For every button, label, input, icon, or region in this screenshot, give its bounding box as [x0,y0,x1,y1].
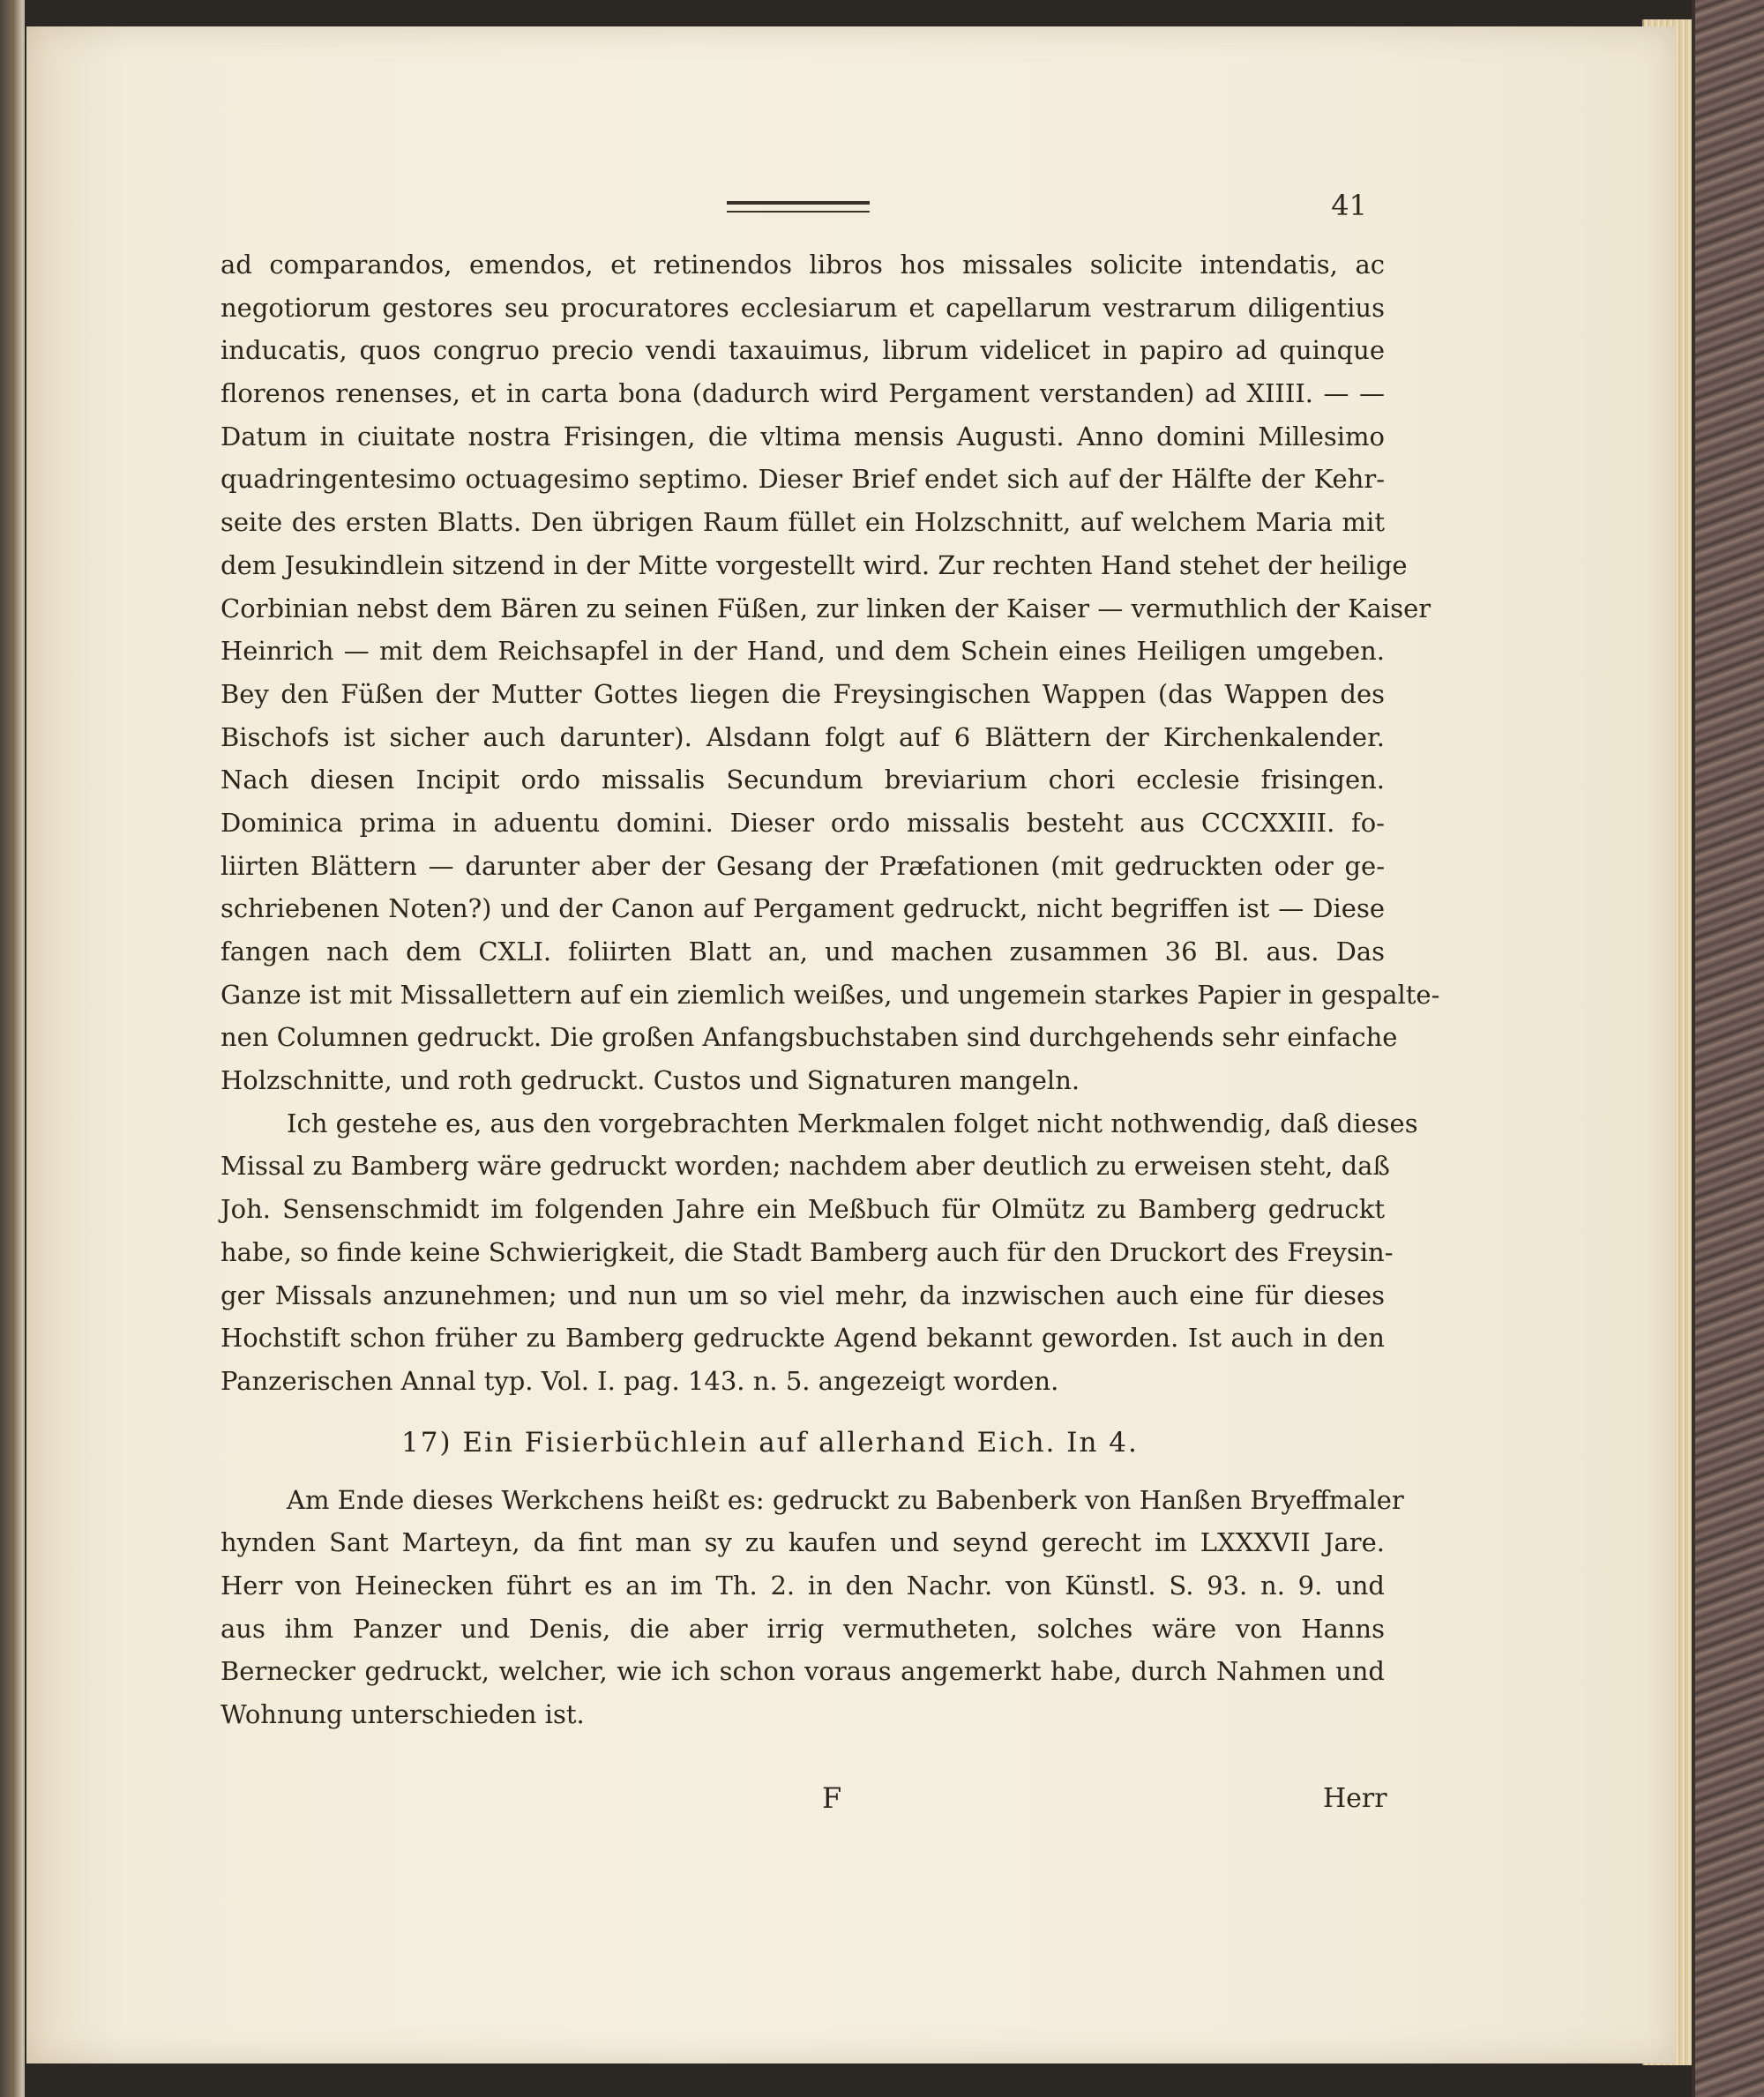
text-line: Heinrich — mit dem Reichsapfel in der Hand, und dem Schein eines Heiligen umgeben. [220,636,1385,667]
text-line: Am Ende dieses Werkchens heißt es: gedruckt zu Babenberk von Hanßen Bryeffmaler [287,1484,1404,1515]
text-line: Joh. Sensenschmidt im folgenden Jahre ein Meßbuch für Olmütz zu Bamberg gedruckt [220,1194,1385,1225]
text-line: schriebenen Noten?) und der Canon auf Pergament gedruckt, nicht begriffen ist — Diese [220,893,1385,924]
spacer [220,1470,1385,1479]
text-line: Missal zu Bamberg wäre gedruckt worden; nachdem aber deutlich zu erweisen steht, daß [220,1151,1390,1182]
text-line: Wohnung unterschieden ist. [220,1699,585,1729]
text-line: ger Missals anzunehmen; und nun um so viel mehr, da inzwischen auch eine für dieses [220,1280,1385,1310]
text-line: quadringentesimo octuagesimo septimo. Dieser Brief endet sich auf der Hälfte der Kehr- [220,464,1385,495]
text-line: Nach diesen Incipit ordo missalis Secundum breviarium chori ecclesie frisingen. [220,765,1385,795]
text-line: nen Columnen gedruckt. Die großen Anfangsbuchstaben sind durchgehends sehr einfache [220,1022,1398,1053]
text-line: Hochstift schon früher zu Bamberg gedruckte Agend bekannt geworden. Ist auch in den [220,1323,1385,1354]
marbled-cover-board [1695,0,1764,2097]
text-line: ad comparandos, emendos, et retinendos libros hos missales solicite intendatis, ac [220,250,1385,280]
text-line: seite des ersten Blatts. Den übrigen Raum füllet ein Holzschnitt, auf welchem Maria mit [220,507,1385,538]
page-number: 41 [1331,189,1367,222]
text-line: hynden Sant Marteyn, da fint man sy zu kaufen und seynd gerecht im LXXXVII Jare. [220,1527,1385,1558]
text-line: Corbinian nebst dem Bären zu seinen Füßen, zur linken der Kaiser — vermuthlich der Kaiser [220,593,1431,623]
text-line: florenos renenses, et in carta bona (dadurch wird Pergament verstanden) ad XIIII. — — [220,378,1385,409]
text-line: dem Jesukindlein sitzend in der Mitte vorgestellt wird. Zur rechten Hand stehet der heilige [220,549,1408,580]
text-line: habe, so finde keine Schwierigkeit, die Stadt Bamberg auch für den Druckort des Freysin- [220,1236,1394,1267]
text-line: Holzschnitte, und roth gedruckt. Custos und Signaturen mangeln. [220,1065,1080,1096]
text-line: Datum in ciuitate nostra Frisingen, die vltima mensis Augusti. Anno domini Millesimo [220,421,1385,451]
signature-mark: F [822,1781,842,1815]
text-line: Ich gestehe es, aus den vorgebrachten Merkmalen folget nicht nothwendig, daß dieses [287,1108,1418,1138]
catchword: Herr [1323,1783,1387,1814]
text-line: Panzerischen Annal typ. Vol. I. pag. 143. n. 5. angezeigt worden. [220,1365,1059,1396]
paragraph-3 [220,1479,1404,1736]
text-line: inducatis, quos congruo precio vendi taxauimus, librum videlicet in papiro ad quinque [220,335,1385,366]
header-rule [727,201,870,213]
text-line: Bernecker gedruckt, welcher, wie ich schon voraus angemerkt habe, durch Nahmen und [220,1656,1385,1687]
section-heading: 17) Ein Fisierbüchlein auf allerhand Eich. In 4. [401,1426,1139,1459]
text-line: aus ihm Panzer und Denis, die aber irrig vermutheten, solches wäre von Hanns [220,1613,1385,1644]
paragraph-1 [220,243,1440,1102]
page-body [220,243,1440,1736]
text-line: Herr von Heinecken führt es an im Th. 2. in den Nachr. von Künstl. S. 93. n. 9. und [220,1570,1385,1601]
text-line: Ganze ist mit Missallettern auf ein ziemlich weißes, und ungemein starkes Papier in gespalte- [220,979,1440,1010]
text-line: negotiorum gestores seu procuratores ecclesiarum et capellarum vestrarum diligentius [220,292,1385,323]
text-line: Dominica prima in aduentu domini. Dieser ordo missalis besteht aus CCCXXIII. fo- [220,807,1385,838]
spine-shadow [12,0,25,2097]
spacer [220,1403,1385,1415]
text-line: fangen nach dem CXLI. foliirten Blatt an, und machen zusammen 36 Bl. aus. Das [220,937,1385,966]
text-line: Bey den Füßen der Mutter Gottes liegen die Freysingischen Wappen (das Wappen des [220,678,1385,709]
text-line: liirten Blättern — darunter aber der Gesang der Præfationen (mit gedruckten oder ge- [220,850,1385,881]
text-line: Bischofs ist sicher auch darunter). Alsdann folgt auf 6 Blättern der Kirchenkalender. [220,721,1385,752]
paragraph-2 [220,1102,1418,1403]
